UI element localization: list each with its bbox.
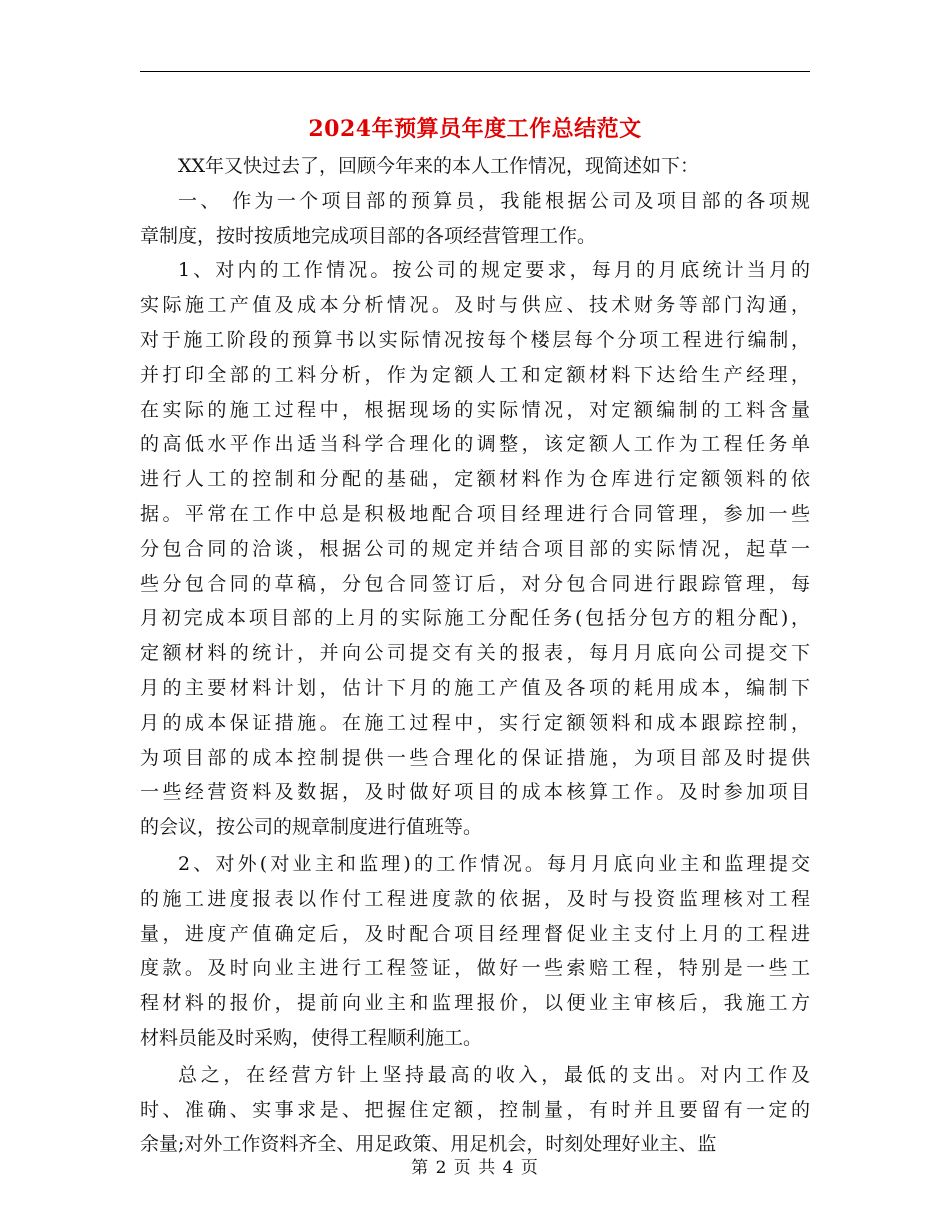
paragraph-line: 章制度，按时按质地完成项目部的各项经营管理工作。 [140,224,597,247]
paragraph-line: 对于施工阶段的预算书以实际情况按每个楼层每个分项工程进行编制， [140,328,810,351]
document-title: 2024年预算员年度工作总结范文 [308,116,642,142]
paragraph-line: 程材料的报价，提前向业主和监理报价，以便业主审核后，我施工方 [140,992,810,1015]
paragraph-line: 2、对外(对业主和监理)的工作情况。每月月底向业主和监理提交 [178,852,810,875]
paragraph [140,253,810,845]
paragraph-line: 度款。及时向业主进行工程签证，做好一些索赔工程，特别是一些工 [140,957,810,980]
paragraph-line: 为项目部的成本控制提供一些合理化的保证措施，为项目部及时提供 [140,746,810,769]
paragraph-line: 一些经营资料及数据，及时做好项目的成本核算工作。及时参加项目 [140,781,810,804]
paragraph-line: 的会议，按公司的规章制度进行值班等。 [140,816,483,839]
paragraph-line: 月初完成本项目部的上月的实际施工分配任务(包括分包方的粗分配)， [140,607,810,630]
paragraph [140,847,810,1056]
paragraph-line: 据。平常在工作中总是积极地配合项目经理进行合同管理，参加一些 [140,502,810,525]
paragraph-line: 总之，在经营方针上坚持最高的收入，最低的支出。对内工作及 [178,1063,810,1086]
paragraph-line: 进行人工的控制和分配的基础，定额材料作为仓库进行定额领料的依 [140,468,810,491]
paragraph [140,1058,810,1162]
paragraph-line: 一、 作为一个项目部的预算员，我能根据公司及项目部的各项规 [178,189,810,212]
paragraph-line: 余量;对外工作资料齐全、用足政策、用足机会，时刻处理好业主、监 [140,1133,717,1156]
paragraph-line: 些分包合同的草稿，分包合同签订后，对分包合同进行跟踪管理，每 [140,572,810,595]
paragraph-line: 月的成本保证措施。在施工过程中，实行定额领料和成本跟踪控制， [140,711,810,734]
paragraph-line: 时、准确、实事求是、把握住定额，控制量，有时并且要留有一定的 [140,1098,810,1121]
paragraph-line: 的施工进度报表以作付工程进度款的依据，及时与投资监理核对工程 [140,887,810,910]
paragraph-line: 1、对内的工作情况。按公司的规定要求，每月的月底统计当月的 [178,259,810,282]
paragraph-line: 在实际的施工过程中，根据现场的实际情况，对定额编制的工料含量 [140,398,810,421]
paragraph-line: 材料员能及时采购，使得工程顺利施工。 [140,1026,483,1049]
paragraph-line: 分包合同的洽谈，根据公司的规定并结合项目部的实际情况，起草一 [140,537,810,560]
paragraph-line: 月的主要材料计划，估计下月的施工产值及各项的耗用成本，编制下 [140,676,810,699]
paragraph-line: 的高低水平作出适当科学合理化的调整，该定额人工作为工程任务单 [140,433,810,456]
paragraph [140,149,810,184]
document-body [140,149,810,1162]
paragraph-line: 实际施工产值及成本分析情况。及时与供应、技术财务等部门沟通， [140,294,810,317]
paragraph-line: 定额材料的统计，并向公司提交有关的报表，每月月底向公司提交下 [140,642,810,665]
paragraph [140,184,810,254]
paragraph-line: XX年又快过去了，回顾今年来的本人工作情况，现简述如下： [178,155,700,177]
page-footer: 第 2 页 共 4 页 [411,1158,539,1178]
paragraph-line: 量，进度产值确定后，及时配合项目经理督促业主支付上月的工程进 [140,922,810,945]
header-rule [140,71,810,72]
paragraph-line: 并打印全部的工料分析，作为定额人工和定额材料下达给生产经理， [140,363,810,386]
